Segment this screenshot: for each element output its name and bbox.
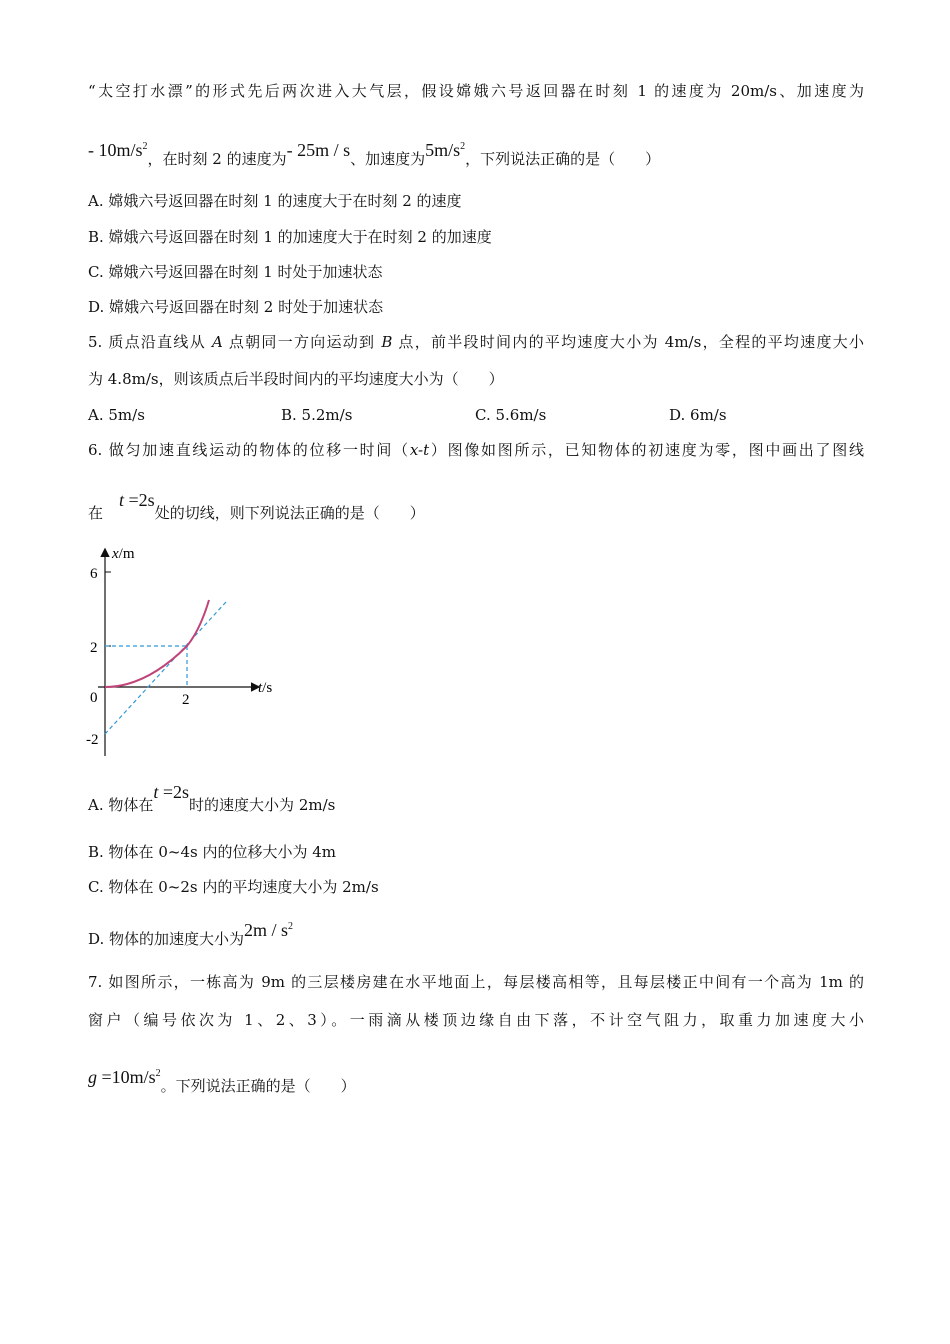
q5-option-a: A. 5m/s	[88, 406, 145, 424]
q4-line1: “太空打水漂”的形式先后两次进入大气层，假设嫦娥六号返回器在时刻 1 的速度为 20m/s、加速度为	[88, 82, 864, 100]
xt-curve	[105, 600, 209, 687]
q4-sep1: ，在时刻 2 的速度为	[147, 150, 287, 168]
q6-option-b: B. 物体在 0~4s 内的位移大小为 4m	[88, 843, 336, 861]
q5-option-b: B. 5.2m/s	[281, 406, 353, 424]
x-tick-2: 2	[182, 692, 190, 708]
q6-line2: 在t =2s处的切线，则下列说法正确的是（ ）	[88, 490, 425, 522]
q4-vel2: - 25m / s	[286, 140, 351, 160]
q4-option-b: B. 嫦娥六号返回器在时刻 1 的加速度大于在时刻 2 的加速度	[88, 228, 492, 246]
q7-line3: $g =10m/s^2$。下列说法正确的是（ ）	[88, 1067, 356, 1095]
tangent-line	[105, 602, 226, 734]
y-tick-6: 6	[90, 566, 98, 582]
xt-graph	[78, 538, 288, 768]
q5-line2: 为 4.8m/s，则该质点后半段时间内的平均速度大小为（ ）	[88, 370, 504, 388]
y-tick-neg2: -2	[86, 732, 99, 748]
q5-option-c: C. 5.6m/s	[475, 406, 547, 424]
q4-option-c: C. 嫦娥六号返回器在时刻 1 时处于加速状态	[88, 263, 383, 281]
q6-optD-accel: $2m / s^2$	[244, 920, 294, 940]
q4-option-a: A. 嫦娥六号返回器在时刻 1 的速度大于在时刻 2 的速度	[88, 192, 462, 210]
q6-option-d: D. 物体的加速度大小为$2m / s^2$	[88, 920, 294, 948]
q7-line2: 窗户（编号依次为 1、2、3）。一雨滴从楼顶边缘自由下落，不计空气阻力，取重力加速度大小	[88, 1011, 864, 1029]
y-tick-2: 2	[90, 640, 98, 656]
q4-line2	[88, 140, 864, 170]
q4-sep2: 、加速度为	[350, 150, 426, 168]
x-axis-label: t/s	[258, 680, 273, 696]
q4-accel2: $5m/s^2$	[425, 140, 466, 160]
q6-line1: 6. 做匀加速直线运动的物体的位移一时间（x-t）图像如图所示，已知物体的初速度为零，图中画出了图线	[88, 441, 864, 459]
q5-line1: 5. 质点沿直线从 A 点朝同一方向运动到 B 点，前半段时间内的平均速度大小为 4m/s，全程的平均速度大小	[88, 333, 864, 351]
q5-option-d: D. 6m/s	[669, 406, 727, 424]
q5-options	[88, 404, 864, 426]
q7-line1: 7. 如图所示，一栋高为 9m 的三层楼房建在水平地面上，每层楼高相等，且每层楼正中间有一个高为 1m 的	[88, 973, 864, 991]
q6-optA-t-equals: t =2s	[153, 782, 190, 802]
y-tick-0: 0	[90, 690, 98, 706]
q6-option-a: A. 物体在t =2s时的速度大小为 2m/s	[88, 782, 336, 814]
q4-option-d: D. 嫦娥六号返回器在时刻 2 时处于加速状态	[88, 298, 384, 316]
q4-accel1: - $10m/s^2$	[88, 140, 148, 160]
q6-t-equals: t =2s	[119, 490, 155, 510]
y-axis-label: x/m	[112, 546, 135, 562]
q6-option-c: C. 物体在 0~2s 内的平均速度大小为 2m/s	[88, 878, 379, 896]
q7-g-equals: $g =10m/s^2$	[88, 1067, 161, 1087]
q4-tail: ，下列说法正确的是（ ）	[465, 150, 661, 168]
